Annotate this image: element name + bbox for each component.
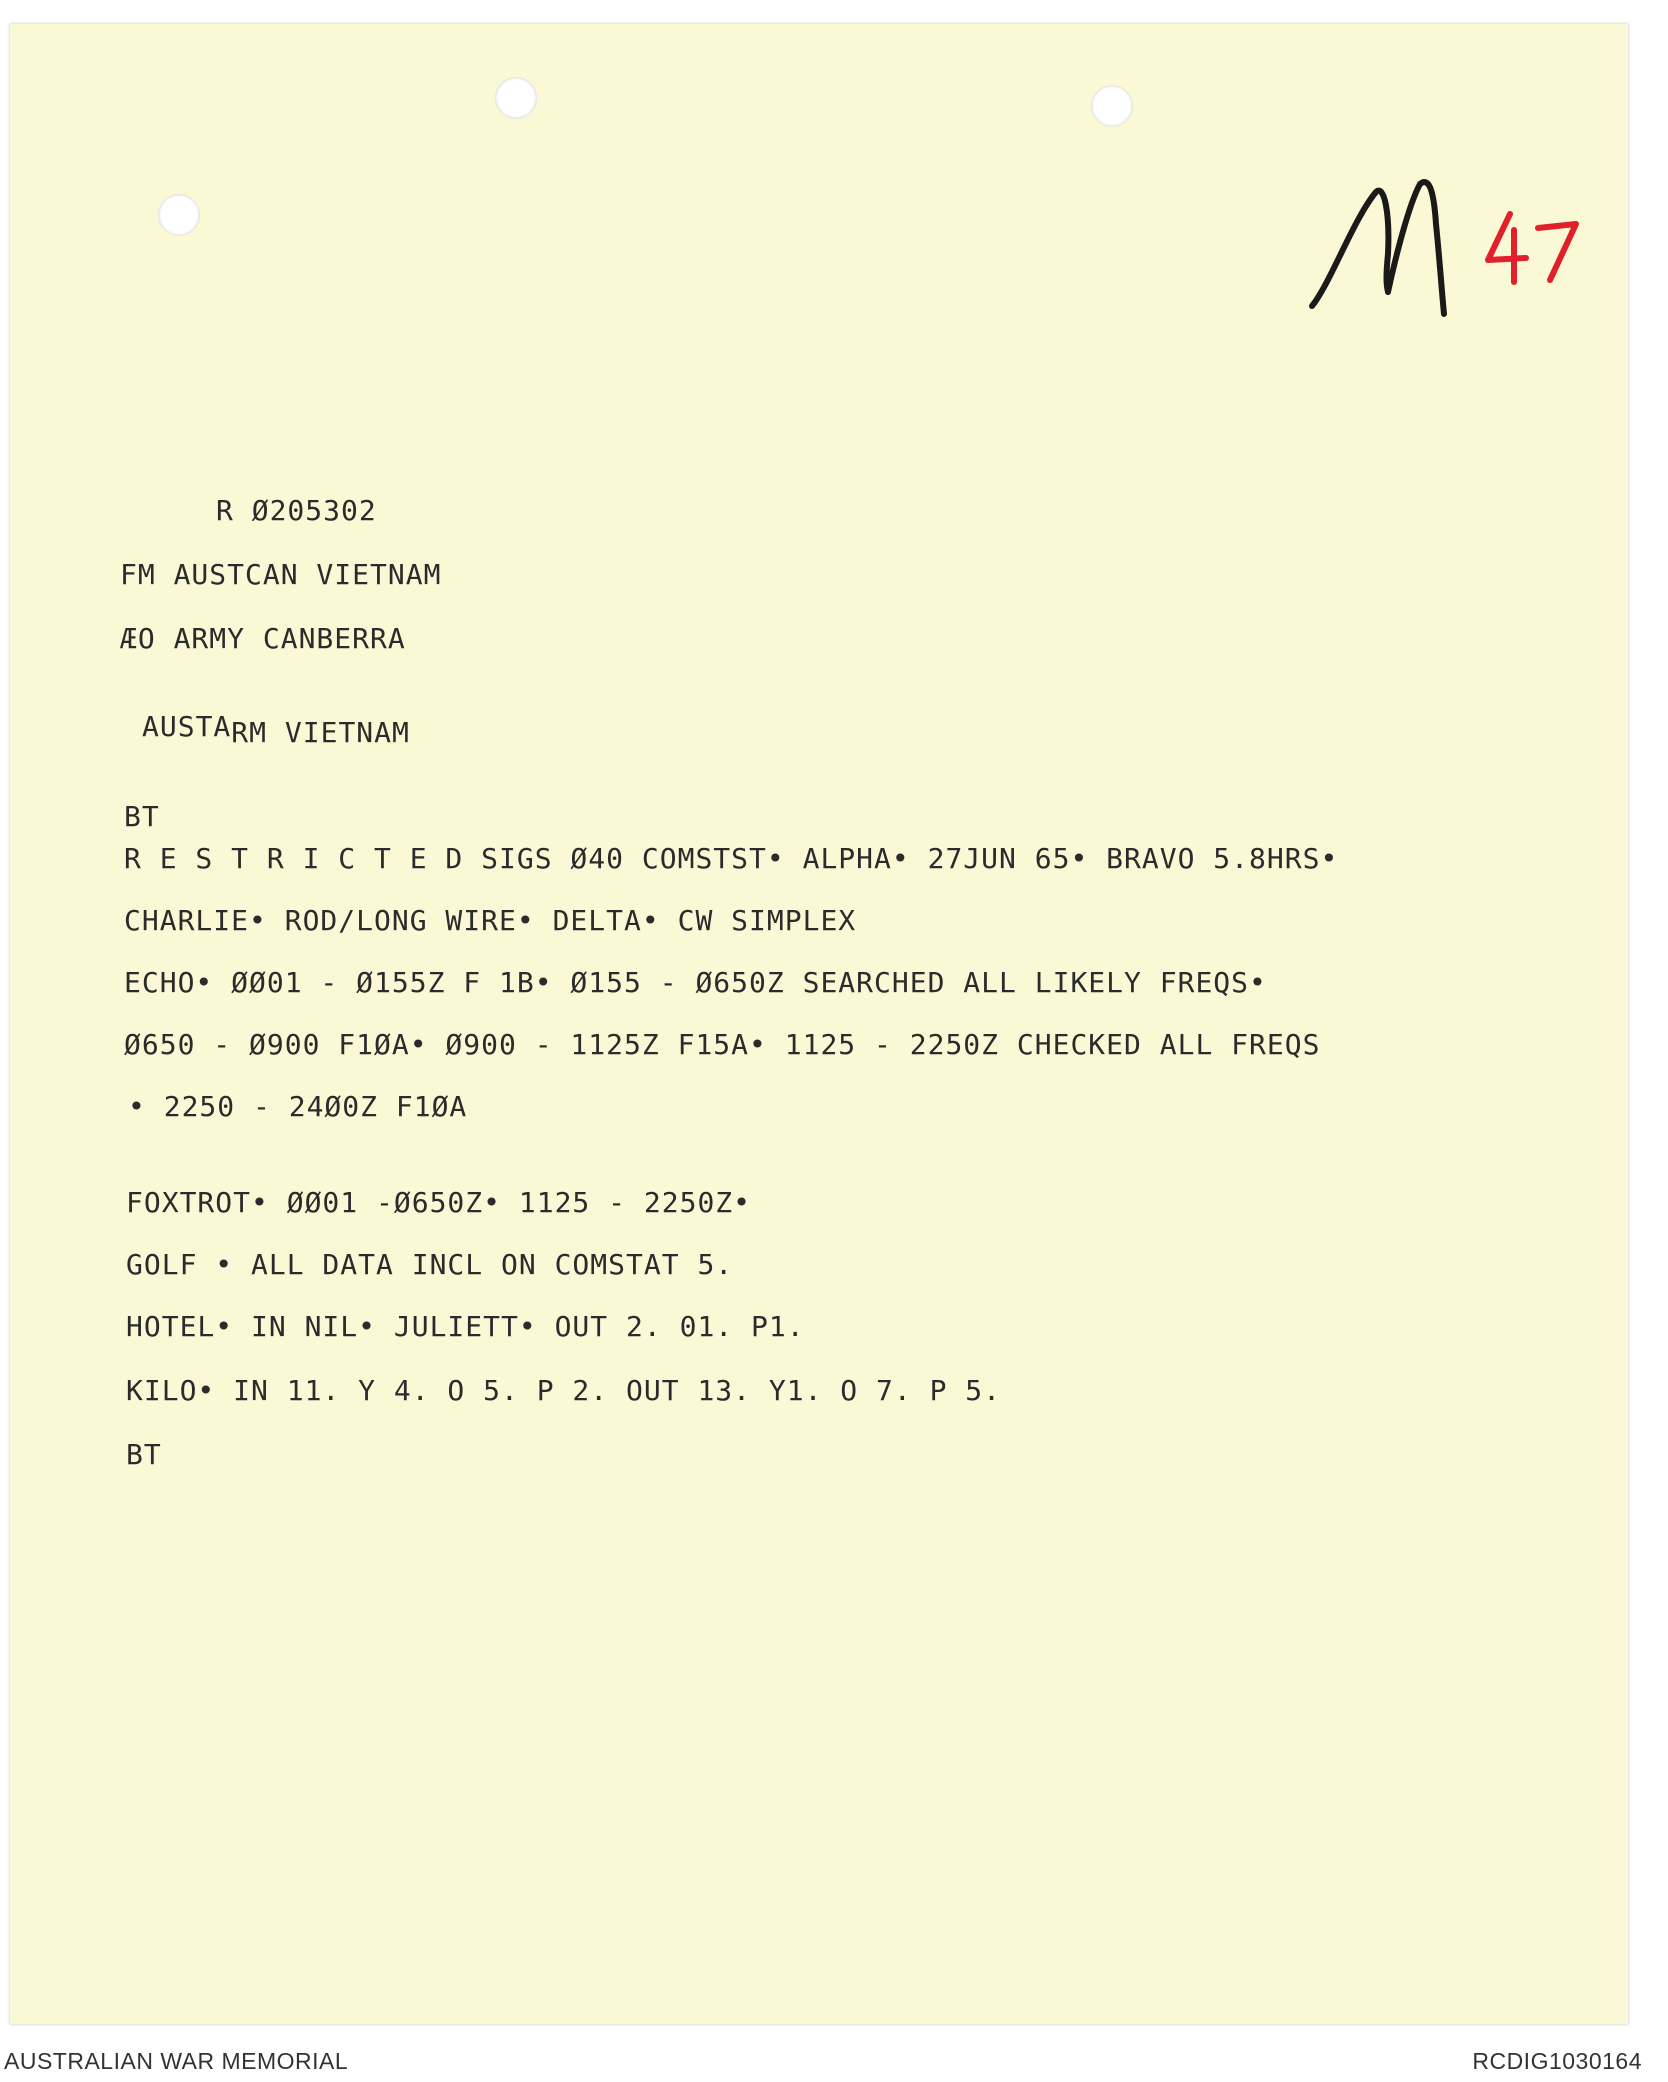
body-line-2: CHARLIE• ROD/LONG WIRE• DELTA• CW SIMPLEX: [124, 904, 857, 937]
body-line-4: Ø650 - Ø900 F1ØA• Ø900 - 1125Z F15A• 1125 - 2250Z CHECKED ALL FREQS: [124, 1028, 1321, 1061]
telegram-sheet: [10, 24, 1628, 2024]
handwritten-initial: [1290, 154, 1470, 334]
break-line-2: BT: [126, 1438, 162, 1471]
break-line-1: BT: [124, 800, 160, 833]
to-line: ÆO ARMY CANBERRA: [120, 622, 406, 655]
body-line-8: HOTEL• IN NIL• JULIETT• OUT 2. 01. P1.: [126, 1310, 805, 1343]
from-line: FM AUSTCAN VIETNAM: [120, 558, 442, 591]
punch-hole-left: [158, 194, 200, 236]
body-line-1: R E S T R I C T E D SIGS Ø40 COMSTST• ALPHA• 27JUN 65• BRAVO 5.8HRS•: [124, 842, 1339, 875]
body-line-6: FOXTROT• ØØ01 -Ø650Z• 1125 - 2250Z•: [126, 1186, 752, 1219]
body-line-9: KILO• IN 11. Y 4. O 5. P 2. OUT 13. Y1. O 7. P 5.: [126, 1374, 1002, 1407]
handwritten-folio-number: [1480, 204, 1590, 294]
info-line-part-2: RM VIETNAM: [231, 716, 410, 749]
archive-identifier: RCDIG1030164: [1472, 2048, 1642, 2074]
archive-credit: AUSTRALIAN WAR MEMORIAL: [4, 2048, 349, 2074]
body-line-3: ECHO• ØØ01 - Ø155Z F 1B• Ø155 - Ø650Z SEARCHED ALL LIKELY FREQS•: [124, 966, 1267, 999]
punch-hole-top-right: [1091, 85, 1133, 127]
message-dtg: R Ø205302: [216, 494, 377, 527]
info-line: [142, 710, 410, 749]
punch-hole-top-left: [495, 77, 537, 119]
body-line-5: • 2250 - 24Ø0Z F1ØA: [128, 1090, 468, 1123]
body-line-7: GOLF • ALL DATA INCL ON COMSTAT 5.: [126, 1248, 734, 1281]
info-line-part-1: AUSTA: [142, 710, 232, 743]
